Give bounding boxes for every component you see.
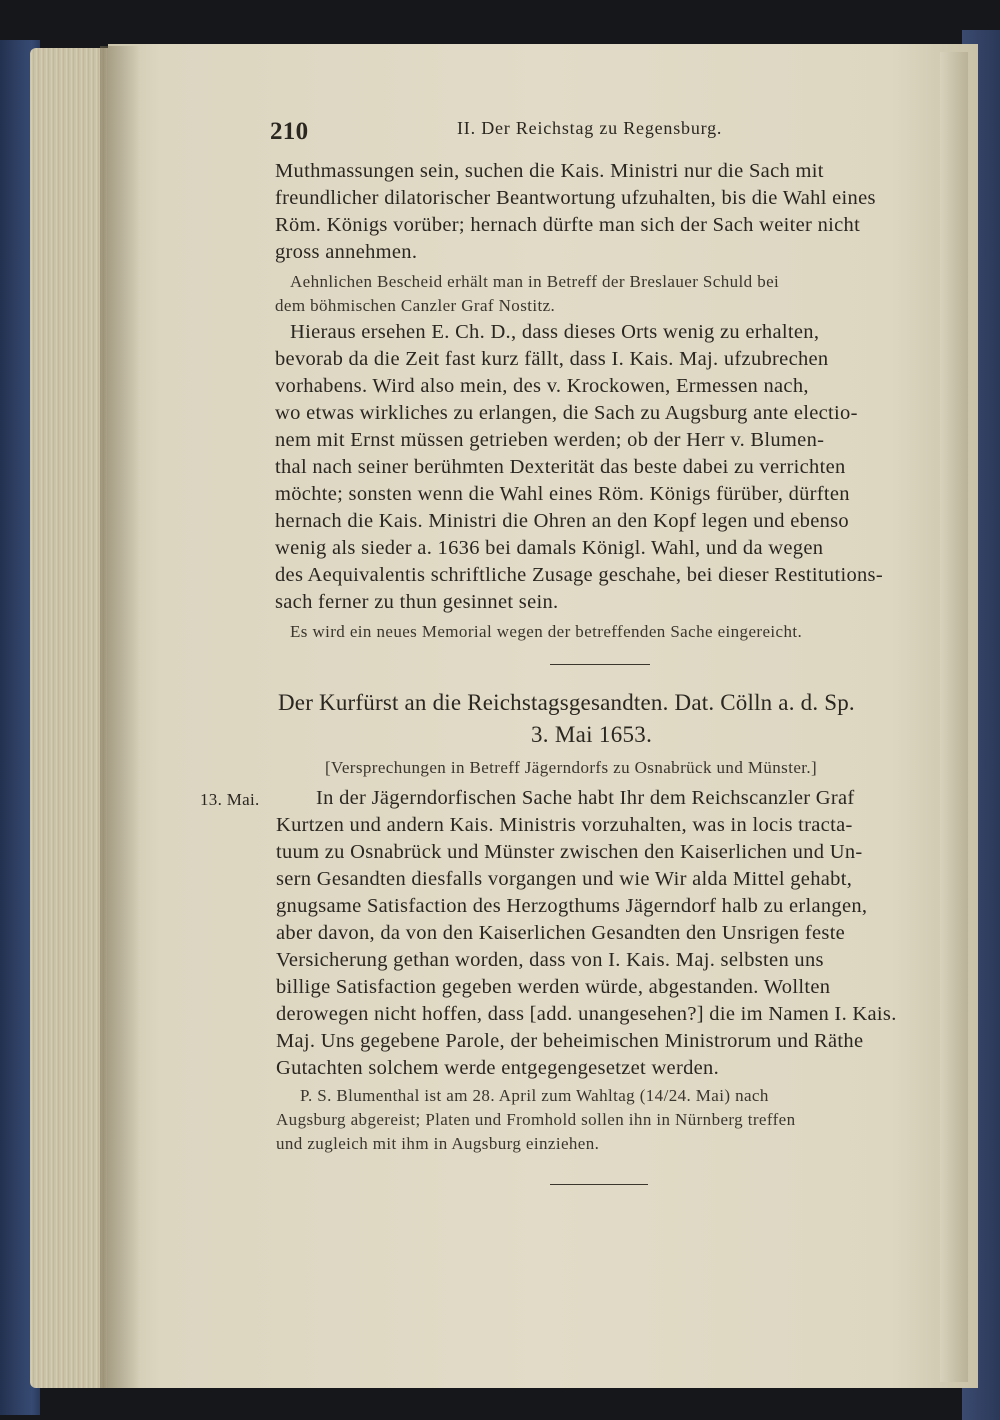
letter-line: Kurtzen und andern Kais. Ministris vorzuhalten, was in locis tracta- xyxy=(276,814,853,836)
body-line: freundlicher dilatorischer Beantwortung ufzuhalten, bis die Wahl eines xyxy=(275,187,876,209)
body-line: Muthmassungen sein, suchen die Kais. Ministri nur die Sach mit xyxy=(275,160,824,182)
letter-line: billige Satisfaction gegeben werden würde, abgestanden. Wollten xyxy=(276,976,831,998)
letter-line: sern Gesandten diesfalls vorgangen und wie Wir alda Mittel gehabt, xyxy=(276,868,853,890)
letter-line: Versicherung gethan worden, dass von I. Kais. Maj. selbsten uns xyxy=(276,949,824,971)
body-line: gross annehmen. xyxy=(275,241,418,263)
section-divider xyxy=(550,664,650,665)
page-right-edge xyxy=(940,52,968,1382)
body-line: hernach die Kais. Ministri die Ohren an den Kopf legen und ebenso xyxy=(275,510,849,532)
body-line: Hieraus ersehen E. Ch. D., dass dieses Orts wenig zu erhalten, xyxy=(290,321,820,343)
letter-line: Maj. Uns gegebene Parole, der beheimischen Ministrorum und Räthe xyxy=(276,1030,864,1052)
body-line: wenig als sieder a. 1636 bei damals Königl. Wahl, und da wegen xyxy=(275,537,824,559)
letter-line: derowegen nicht hoffen, dass [add. unangesehen?] die im Namen I. Kais. xyxy=(276,1003,897,1025)
postscript-line: und zugleich mit ihm in Augsburg einziehen. xyxy=(276,1134,600,1153)
letter-line: In der Jägerndorfischen Sache habt Ihr dem Reichscanzler Graf xyxy=(316,787,855,809)
margin-date: 13. Mai. xyxy=(200,790,260,809)
note-line: Es wird ein neues Memorial wegen der betreffenden Sache eingereicht. xyxy=(290,622,803,641)
subheading-line: [Versprechungen in Betreff Jägerndorfs zu Osnabrück und Münster.] xyxy=(325,758,818,777)
body-line: Röm. Königs vorüber; hernach dürfte man sich der Sach weiter nicht xyxy=(275,214,861,236)
page-edges xyxy=(30,48,108,1388)
heading-line: 3. Mai 1653. xyxy=(531,722,653,747)
book-page xyxy=(108,44,978,1388)
letter-line: tuum zu Osnabrück und Münster zwischen den Kaiserlichen und Un- xyxy=(276,841,863,863)
body-line: sach ferner zu thun gesinnet sein. xyxy=(275,591,559,613)
letter-line: aber davon, da von den Kaiserlichen Gesandten den Unsrigen feste xyxy=(276,922,846,944)
heading-line: Der Kurfürst an die Reichstagsgesandten. Dat. Cölln a. d. Sp. xyxy=(278,690,855,715)
body-line: bevorab da die Zeit fast kurz fällt, dass I. Kais. Maj. ufzubrechen xyxy=(275,348,829,370)
running-head: II. Der Reichstag zu Regensburg. xyxy=(457,118,723,138)
letter-line: gnugsame Satisfaction des Herzogthums Jägerndorf halb zu erlangen, xyxy=(276,895,868,917)
note-line: dem böhmischen Canzler Graf Nostitz. xyxy=(275,296,556,315)
page-number: 210 xyxy=(270,118,309,145)
body-line: möchte; sonsten wenn die Wahl eines Röm. Königs fürüber, dürften xyxy=(275,483,850,505)
note-line: Aehnlichen Bescheid erhält man in Betreff der Breslauer Schuld bei xyxy=(290,272,780,291)
letter-line: Gutachten solchem werde entgegengesetzet werden. xyxy=(276,1057,719,1079)
body-line: vorhabens. Wird also mein, des v. Krockowen, Ermessen nach, xyxy=(275,375,809,397)
postscript-line: P. S. Blumenthal ist am 28. April zum Wahltag (14/24. Mai) nach xyxy=(300,1086,769,1105)
body-line: des Aequivalentis schriftliche Zusage geschahe, bei dieser Restitutions- xyxy=(275,564,883,586)
gutter-shadow xyxy=(100,46,140,1388)
closing-divider xyxy=(550,1184,648,1185)
body-line: thal nach seiner berühmten Dexterität das beste dabei zu verrichten xyxy=(275,456,846,478)
body-line: wo etwas wirkliches zu erlangen, die Sach zu Augsburg ante electio- xyxy=(275,402,858,424)
body-line: nem mit Ernst müssen getrieben werden; ob der Herr v. Blumen- xyxy=(275,429,825,451)
postscript-line: Augsburg abgereist; Platen und Fromhold sollen ihn in Nürnberg treffen xyxy=(276,1110,796,1129)
